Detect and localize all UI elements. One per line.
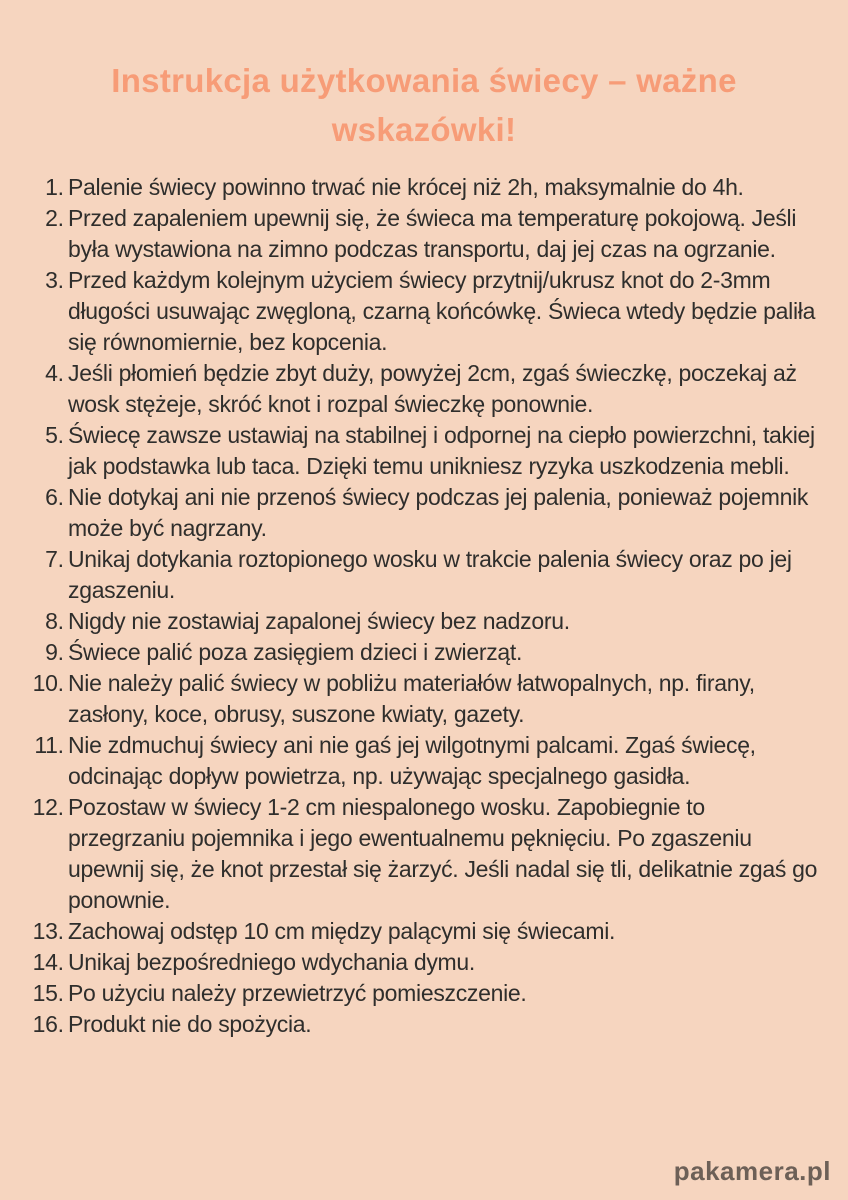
list-item: 16. Produkt nie do spożycia. [68, 1009, 820, 1040]
list-item: 8. Nigdy nie zostawiaj zapalonej świecy bez nadzoru. [68, 606, 820, 637]
list-item: 10. Nie należy palić świecy w pobliżu materiałów łatwopalnych, np. firany, zasłony, koce, obrusy, suszone kwiaty, gazety. [68, 668, 820, 730]
list-item: 15. Po użyciu należy przewietrzyć pomieszczenie. [68, 978, 820, 1009]
list-item: 4. Jeśli płomień będzie zbyt duży, powyżej 2cm, zgaś świeczkę, poczekaj aż wosk stężeje, skróć knot i rozpal świeczkę ponownie. [68, 358, 820, 420]
instructions-list [0, 172, 820, 1040]
list-item: 7. Unikaj dotykania roztopionego wosku w trakcie palenia świecy oraz po jej zgaszeniu. [68, 544, 820, 606]
list-item: 1. Palenie świecy powinno trwać nie krócej niż 2h, maksymalnie do 4h. [68, 172, 820, 203]
page-title: Instrukcja użytkowania świecy – ważne wskazówki! [111, 62, 737, 148]
list-item: 3. Przed każdym kolejnym użyciem świecy przytnij/ukrusz knot do 2-3mm długości usuwając zwęgloną, czarną końcówkę. Świeca wtedy będzie paliła się równomiernie, bez kopcenia. [68, 265, 820, 358]
list-item: 6. Nie dotykaj ani nie przenoś świecy podczas jej palenia, ponieważ pojemnik może być nagrzany. [68, 482, 820, 544]
list-item: 12. Pozostaw w świecy 1-2 cm niespalonego wosku. Zapobiegnie to przegrzaniu pojemnika i jego ewentualnemu pęknięciu. Po zgaszeniu upewnij się, że knot przestał się żarzyć. Jeśli nadal się tli, delikatnie zgaś go ponownie. [68, 792, 820, 916]
list-item: 14. Unikaj bezpośredniego wdychania dymu. [68, 947, 820, 978]
list-item: 2. Przed zapaleniem upewnij się, że świeca ma temperaturę pokojową. Jeśli była wystawiona na zimno podczas transportu, daj jej czas na ogrzanie. [68, 203, 820, 265]
list-item: 11. Nie zdmuchuj świecy ani nie gaś jej wilgotnymi palcami. Zgaś świecę, odcinając dopływ powietrza, np. używając specjalnego gasidła. [68, 730, 820, 792]
watermark-logo: pakamera.pl [673, 1156, 831, 1186]
list-item: 13. Zachowaj odstęp 10 cm między palącymi się świecami. [68, 916, 820, 947]
list-item: 5. Świecę zawsze ustawiaj na stabilnej i odpornej na ciepło powierzchni, takiej jak podstawka lub taca. Dzięki temu unikniesz ryzyka uszkodzenia mebli. [68, 420, 820, 482]
list-item: 9. Świece palić poza zasięgiem dzieci i zwierząt. [68, 637, 820, 668]
